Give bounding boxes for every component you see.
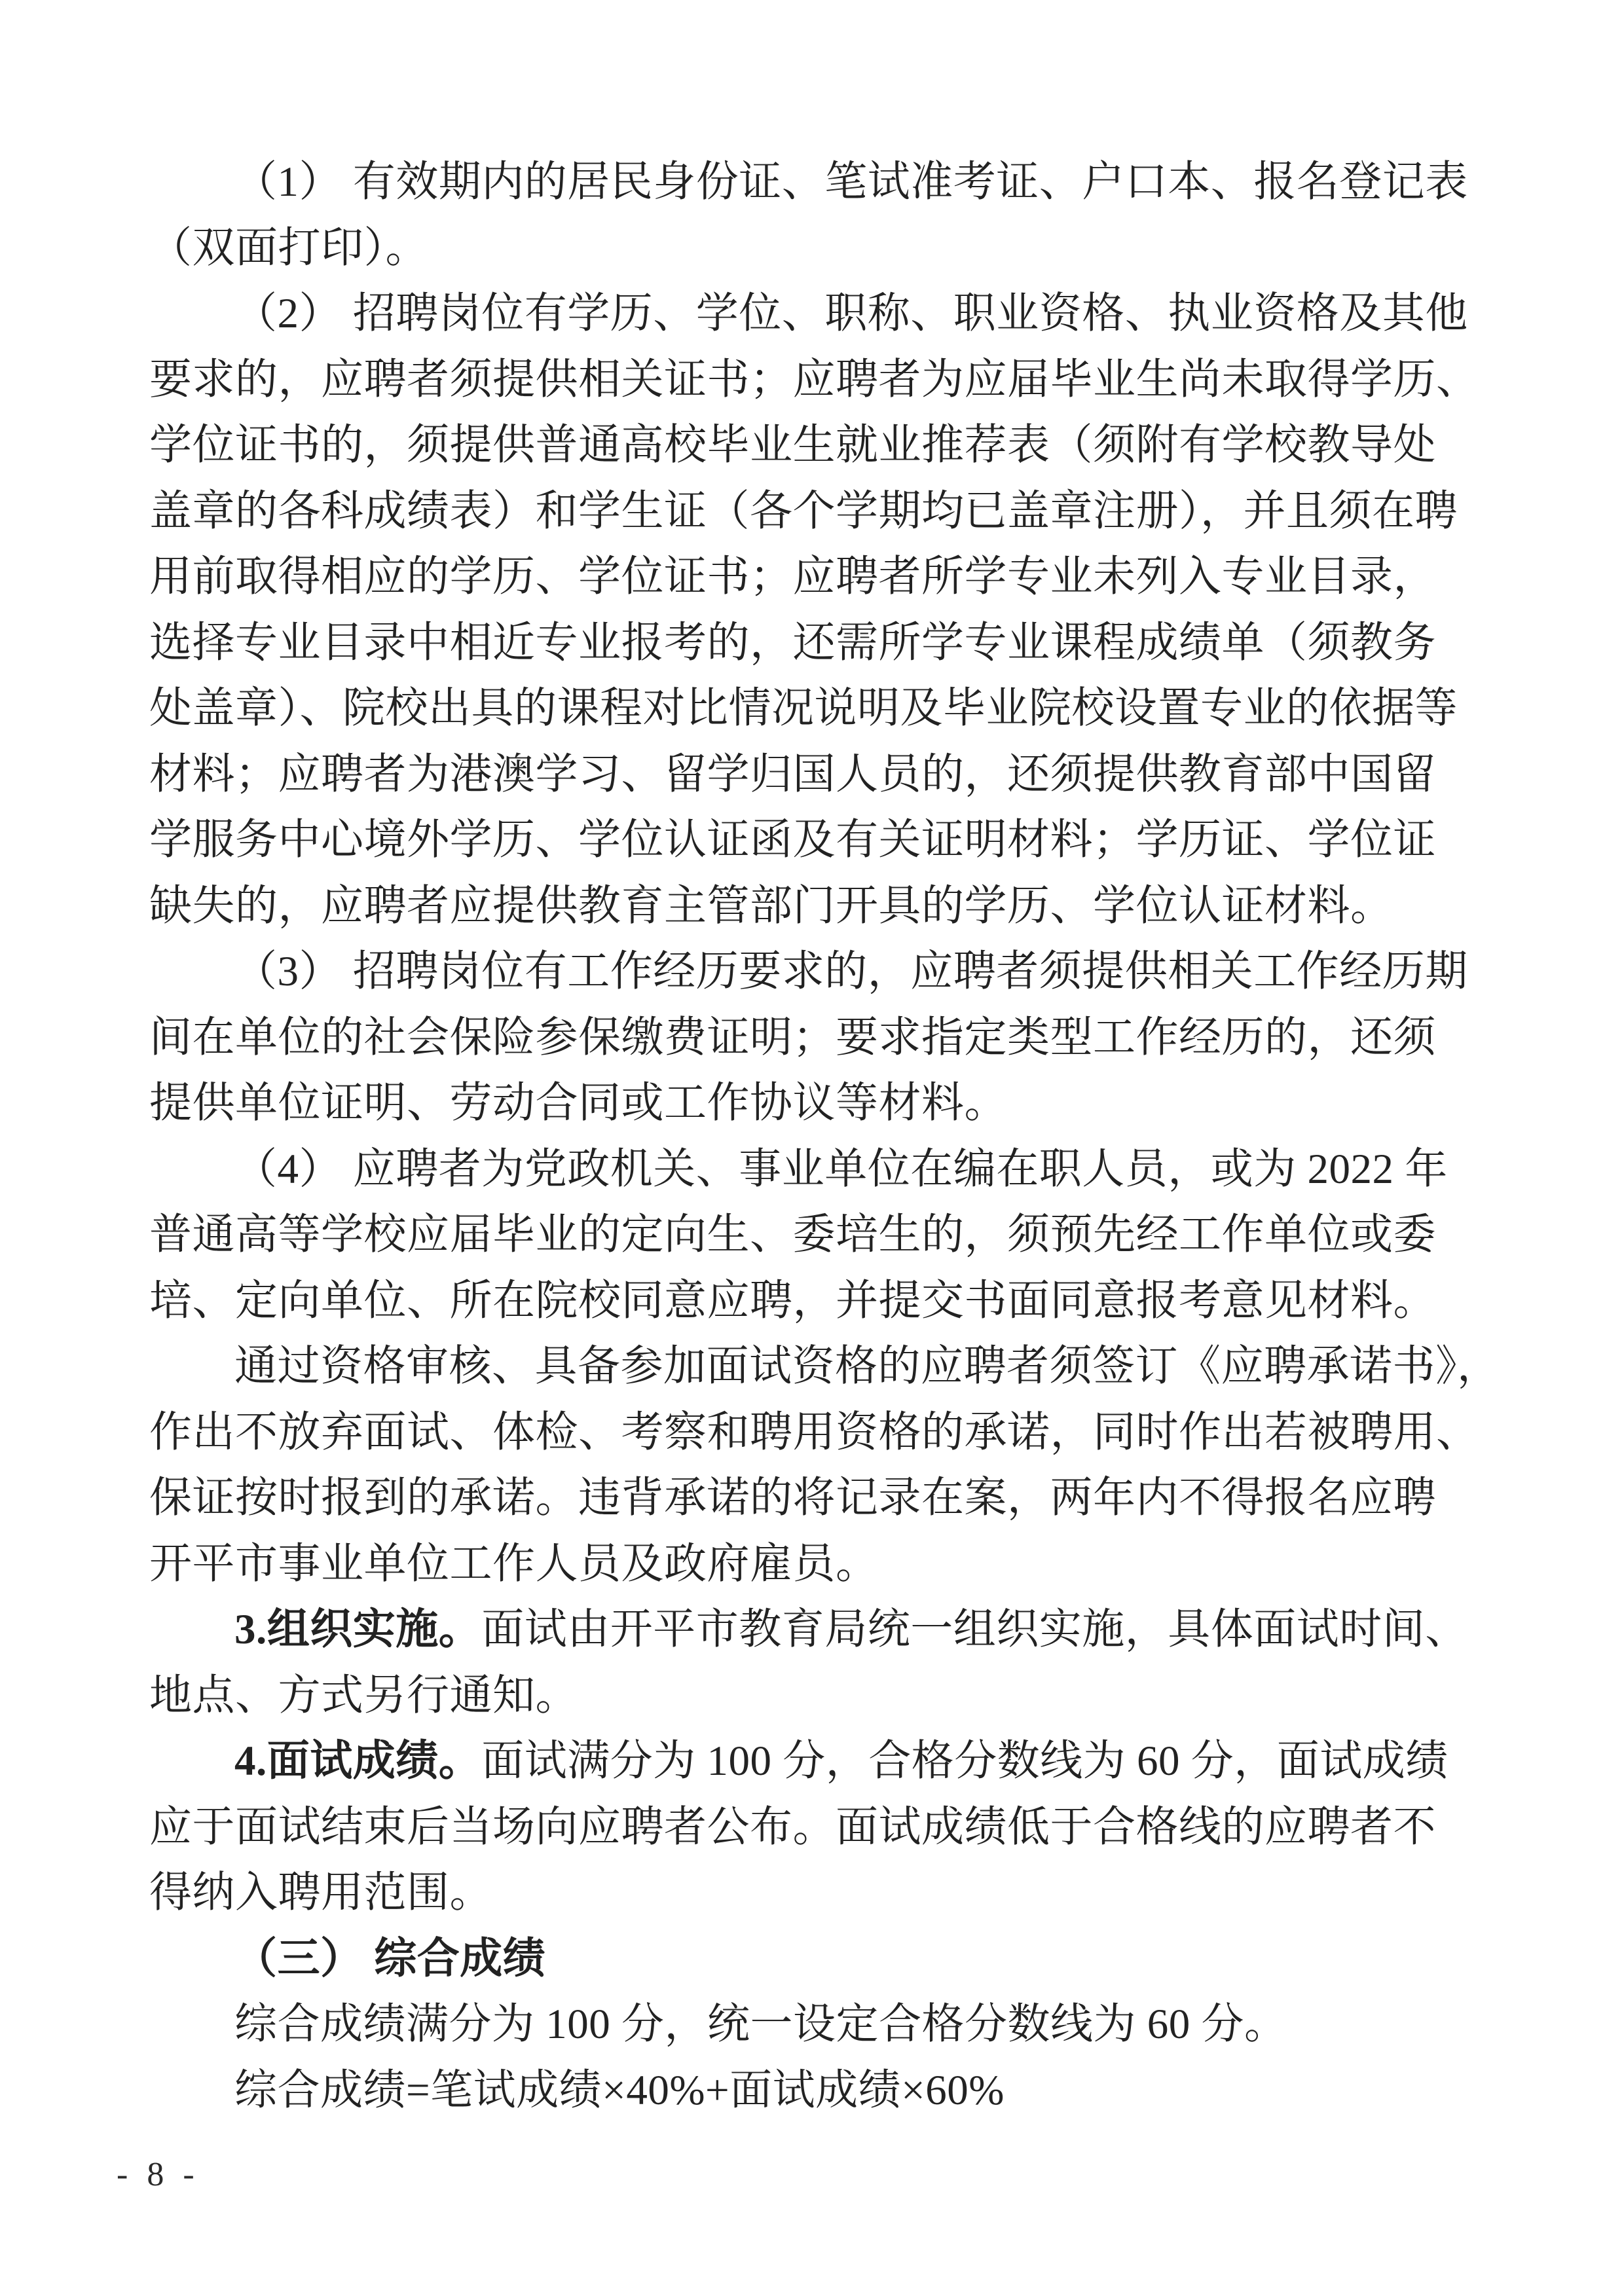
text-segment: 地点、方式另行通知。 [149, 1671, 579, 1719]
text-line [149, 873, 1485, 939]
text-segment: 培、定向单位、所在院校同意应聘，并提交书面同意报考意见材料。 [149, 1277, 1437, 1324]
text-line [149, 1400, 1485, 1466]
text-segment: （2） 招聘岗位有学历、学位、职称、职业资格、执业资格及其他 [234, 290, 1468, 337]
text-line [149, 1597, 1485, 1663]
text-segment: （4） 应聘者为党政机关、事业单位在编在职人员，或为 2022 年 [234, 1145, 1448, 1193]
text-segment: 间在单位的社会保险参保缴费证明；要求指定类型工作经历的，还须 [149, 1013, 1437, 1061]
text-line [149, 1268, 1485, 1334]
text-segment: 应于面试结束后当场向应聘者公布。面试成绩低于合格线的应聘者不 [149, 1803, 1437, 1851]
text-segment: （双面打印）。 [149, 224, 429, 272]
text-line [149, 479, 1485, 545]
text-line [149, 1202, 1485, 1268]
text-line [149, 347, 1485, 413]
text-segment: 提供单位证明、劳动合同或工作协议等材料。 [149, 1080, 1008, 1127]
text-segment: 盖章的各科成绩表）和学生证（各个学期均已盖章注册），并且须在聘 [149, 487, 1458, 535]
text-segment-bold: 4.面试成绩。 [234, 1738, 482, 1785]
text-segment: 处盖章）、院校出具的课程对比情况说明及毕业院校设置专业的依据等 [149, 685, 1458, 732]
text-line [149, 1795, 1485, 1861]
text-line [149, 676, 1485, 742]
text-segment: 开平市事业单位工作人员及政府雇员。 [149, 1540, 879, 1588]
text-segment: 普通高等学校应届毕业的定向生、委培生的，须预先经工作单位或委 [149, 1211, 1437, 1258]
text-line [149, 1465, 1485, 1531]
text-line [149, 1005, 1485, 1071]
text-segment: 综合成绩满分为 100 分，统一设定合格分数线为 60 分。 [234, 2001, 1287, 2048]
text-segment: 学服务中心境外学历、学位认证函及有关证明材料；学历证、学位证 [149, 816, 1437, 864]
text-line [149, 1334, 1500, 1400]
text-line [149, 149, 1485, 215]
text-segment: 保证按时报到的承诺。违背承诺的将记录在案，两年内不得报名应聘 [149, 1474, 1437, 1522]
text-line [149, 281, 1485, 347]
text-line [149, 1070, 1485, 1137]
text-segment: 面试由开平市教育局统一组织实施，具体面试时间、 [481, 1606, 1468, 1653]
text-segment: 作出不放弃面试、体检、考察和聘用资格的承诺，同时作出若被聘用、 [149, 1408, 1479, 1456]
text-segment-bold: （三） 综合成绩 [234, 1935, 546, 1982]
text-line [149, 1860, 1485, 1926]
text-line [149, 742, 1485, 808]
text-line [149, 1926, 1485, 1992]
text-segment: 选择专业目录中相近专业报考的，还需所学专业课程成绩单（须教务 [149, 619, 1437, 666]
text-line [149, 215, 1485, 282]
text-line [149, 1531, 1485, 1597]
text-segment: 学位证书的，须提供普通高校毕业生就业推荐表（须附有学校教导处 [149, 422, 1437, 469]
text-segment: （1） 有效期内的居民身份证、笔试准考证、户口本、报名登记表 [234, 158, 1468, 206]
text-line [149, 807, 1485, 873]
text-line [149, 939, 1485, 1005]
text-segment: 要求的，应聘者须提供相关证书；应聘者为应届毕业生尚未取得学历、 [149, 355, 1479, 403]
text-line [149, 2058, 1485, 2124]
text-segment: 综合成绩=笔试成绩×40%+面试成绩×60% [234, 2066, 1005, 2114]
text-segment: 得纳入聘用范围。 [149, 1869, 493, 1916]
text-line [149, 1137, 1485, 1203]
document-body [149, 149, 1500, 2123]
text-segment: 用前取得相应的学历、学位证书；应聘者所学专业未列入专业目录， [149, 553, 1437, 600]
text-segment: 通过资格审核、具备参加面试资格的应聘者须签订《应聘承诺书》， [234, 1343, 1500, 1390]
text-line [149, 1728, 1485, 1795]
text-segment: 材料；应聘者为港澳学习、留学归国人员的，还须提供教育部中国留 [149, 750, 1437, 798]
text-segment: 面试满分为 100 分，合格分数线为 60 分，面试成绩 [481, 1738, 1449, 1785]
text-line [149, 412, 1485, 479]
text-line [149, 1663, 1485, 1729]
text-line [149, 544, 1485, 610]
text-segment: （3） 招聘岗位有工作经历要求的，应聘者须提供相关工作经历期 [234, 948, 1468, 995]
text-segment: 缺失的，应聘者应提供教育主管部门开具的学历、学位认证材料。 [149, 882, 1393, 930]
text-line [149, 610, 1485, 676]
text-segment-bold: 3.组织实施。 [234, 1606, 482, 1653]
text-line [149, 1992, 1485, 2058]
page-number: - 8 - [117, 2156, 200, 2193]
